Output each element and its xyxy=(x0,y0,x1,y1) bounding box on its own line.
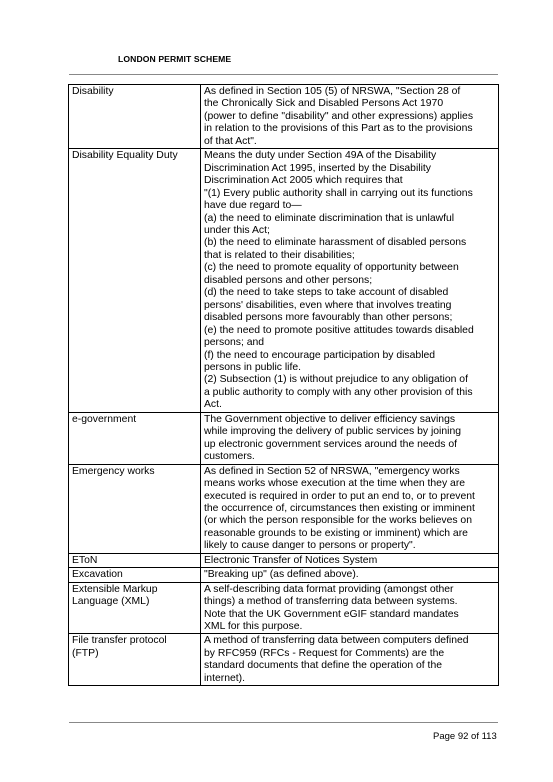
glossary-definition-line: (a) the need to eliminate discrimination that is unlawful xyxy=(204,212,455,224)
glossary-definition-line: of that Act". xyxy=(204,135,257,147)
glossary-definition-line: that is related to their disabilities; xyxy=(204,249,355,261)
glossary-definition-cell xyxy=(201,464,499,553)
glossary-term-line: Disability xyxy=(72,86,114,97)
header-divider xyxy=(69,74,498,75)
page-header-title: LONDON PERMIT SCHEME xyxy=(118,54,232,64)
glossary-definition-line: standard documents that define the operation of the xyxy=(204,660,442,672)
page-number: Page 92 of 113 xyxy=(433,731,497,742)
glossary-definition-line: executed is required in order to put an end to, or to prevent xyxy=(204,490,475,502)
glossary-table xyxy=(68,84,499,686)
glossary-definition-line: by RFC959 (RFCs - Request for Comments) are the xyxy=(204,647,445,659)
glossary-definition-cell xyxy=(201,634,499,686)
glossary-definition-line: (f) the need to encourage participation by disabled xyxy=(204,349,436,361)
glossary-definition-line: Note that the UK Government eGIF standard mandates xyxy=(204,608,459,620)
glossary-definition-line: reasonable grounds to be existing or imminent) which are xyxy=(204,527,468,539)
glossary-term-line: Extensible Markup xyxy=(72,583,158,595)
glossary-term-cell xyxy=(69,582,201,634)
footer-divider xyxy=(69,722,498,723)
glossary-definition-line: Act. xyxy=(204,399,222,411)
glossary-definition-line: persons; and xyxy=(204,337,265,349)
glossary-term-cell xyxy=(69,553,201,567)
glossary-definition-line: while improving the delivery of public services by joining xyxy=(204,426,462,438)
glossary-definition-cell xyxy=(201,412,499,464)
glossary-definition-line: XML for this purpose. xyxy=(204,621,303,633)
glossary-definition-line: a public authority to comply with any other provision of this xyxy=(204,386,473,398)
glossary-term-line: EToN xyxy=(72,554,98,566)
glossary-term-cell xyxy=(69,149,201,413)
glossary-definition-line: disabled persons more favourably than other persons; xyxy=(204,312,453,324)
glossary-term-cell xyxy=(69,85,201,149)
glossary-definition-line: A method of transferring data between computers defined xyxy=(204,635,469,647)
glossary-definition-line: (or which the person responsible for the works believes on xyxy=(204,515,472,527)
glossary-row xyxy=(69,582,499,634)
glossary-term-cell xyxy=(69,634,201,686)
glossary-term-cell xyxy=(69,464,201,553)
glossary-row xyxy=(69,412,499,464)
glossary-definition-line: means works whose execution at the time when they are xyxy=(204,478,466,490)
glossary-definition-line: things) a method of transferring data between systems. xyxy=(204,596,458,608)
glossary-row xyxy=(69,149,499,413)
glossary-definition-line: persons' disabilities, even where that involves treating xyxy=(204,299,452,311)
glossary-definition-line: A self-describing data format providing (amongst other xyxy=(204,583,454,595)
glossary-definition-line: (d) the need to take steps to take account of disabled xyxy=(204,287,449,299)
glossary-term-cell xyxy=(69,568,201,582)
glossary-definition-cell xyxy=(201,149,499,413)
glossary-definition-line: Discrimination Act 2005 which requires that xyxy=(204,175,403,187)
glossary-row xyxy=(69,85,499,149)
glossary-definition-line: under this Act; xyxy=(204,224,270,236)
glossary-term-line: e-government xyxy=(72,413,137,425)
glossary-definition-line: "Breaking up" (as defined above). xyxy=(204,569,359,581)
glossary-definition-line: the occurrence of, circumstances then existing or imminent xyxy=(204,502,475,514)
glossary-definition-line: persons in public life. xyxy=(204,361,302,373)
glossary-definition-line: internet). xyxy=(204,672,246,684)
glossary-row xyxy=(69,634,499,686)
glossary-term-line: Excavation xyxy=(72,569,123,581)
glossary-definition-line: the Chronically Sick and Disabled Persons Act 1970 xyxy=(204,98,444,110)
glossary-definition-line: Means the duty under Section 49A of the Disability xyxy=(204,150,437,162)
glossary-definition-line: have due regard to— xyxy=(204,200,302,212)
glossary-definition-line: As defined in Section 105 (5) of NRSWA, "Section 28 of xyxy=(204,86,461,97)
glossary-definition-line: (c) the need to promote equality of opportunity between xyxy=(204,262,459,274)
glossary-row xyxy=(69,553,499,567)
glossary-definition-line: (b) the need to eliminate harassment of disabled persons xyxy=(204,237,467,249)
glossary-definition-line: Electronic Transfer of Notices System xyxy=(204,554,378,566)
glossary-definition-cell xyxy=(201,582,499,634)
glossary-term-line: File transfer protocol xyxy=(72,635,167,647)
glossary-term-line: (FTP) xyxy=(72,647,99,659)
glossary-term-line: Emergency works xyxy=(72,465,155,477)
glossary-term-cell xyxy=(69,412,201,464)
glossary-definition-line: As defined in Section 52 of NRSWA, "emergency works xyxy=(204,465,460,477)
glossary-definition-cell xyxy=(201,85,499,149)
glossary-row xyxy=(69,464,499,553)
glossary-definition-line: customers. xyxy=(204,451,255,463)
glossary-row xyxy=(69,568,499,582)
glossary-definition-line: in relation to the provisions of this Part as to the provisions xyxy=(204,123,473,135)
glossary-term-line: Disability Equality Duty xyxy=(72,150,178,162)
glossary-definition-line: (power to define "disability" and other expressions) applies xyxy=(204,110,474,122)
glossary-term-line: Language (XML) xyxy=(72,596,150,608)
glossary-definition-line: likely to cause danger to persons or property". xyxy=(204,540,416,552)
glossary-definition-line: (2) Subsection (1) is without prejudice to any obligation of xyxy=(204,374,468,386)
glossary-definition-line: The Government objective to deliver efficiency savings xyxy=(204,413,456,425)
glossary-definition-line: disabled persons and other persons; xyxy=(204,274,373,286)
glossary-definition-cell xyxy=(201,568,499,582)
glossary-definition-line: up electronic government services around the needs of xyxy=(204,438,457,450)
glossary-table-body xyxy=(69,85,499,686)
glossary-definition-line: Discrimination Act 1995, inserted by the Disability xyxy=(204,162,431,174)
glossary-definition-line: "(1) Every public authority shall in carrying out its functions xyxy=(204,187,473,199)
glossary-definition-cell xyxy=(201,553,499,567)
glossary-definition-line: (e) the need to promote positive attitudes towards disabled xyxy=(204,324,474,336)
